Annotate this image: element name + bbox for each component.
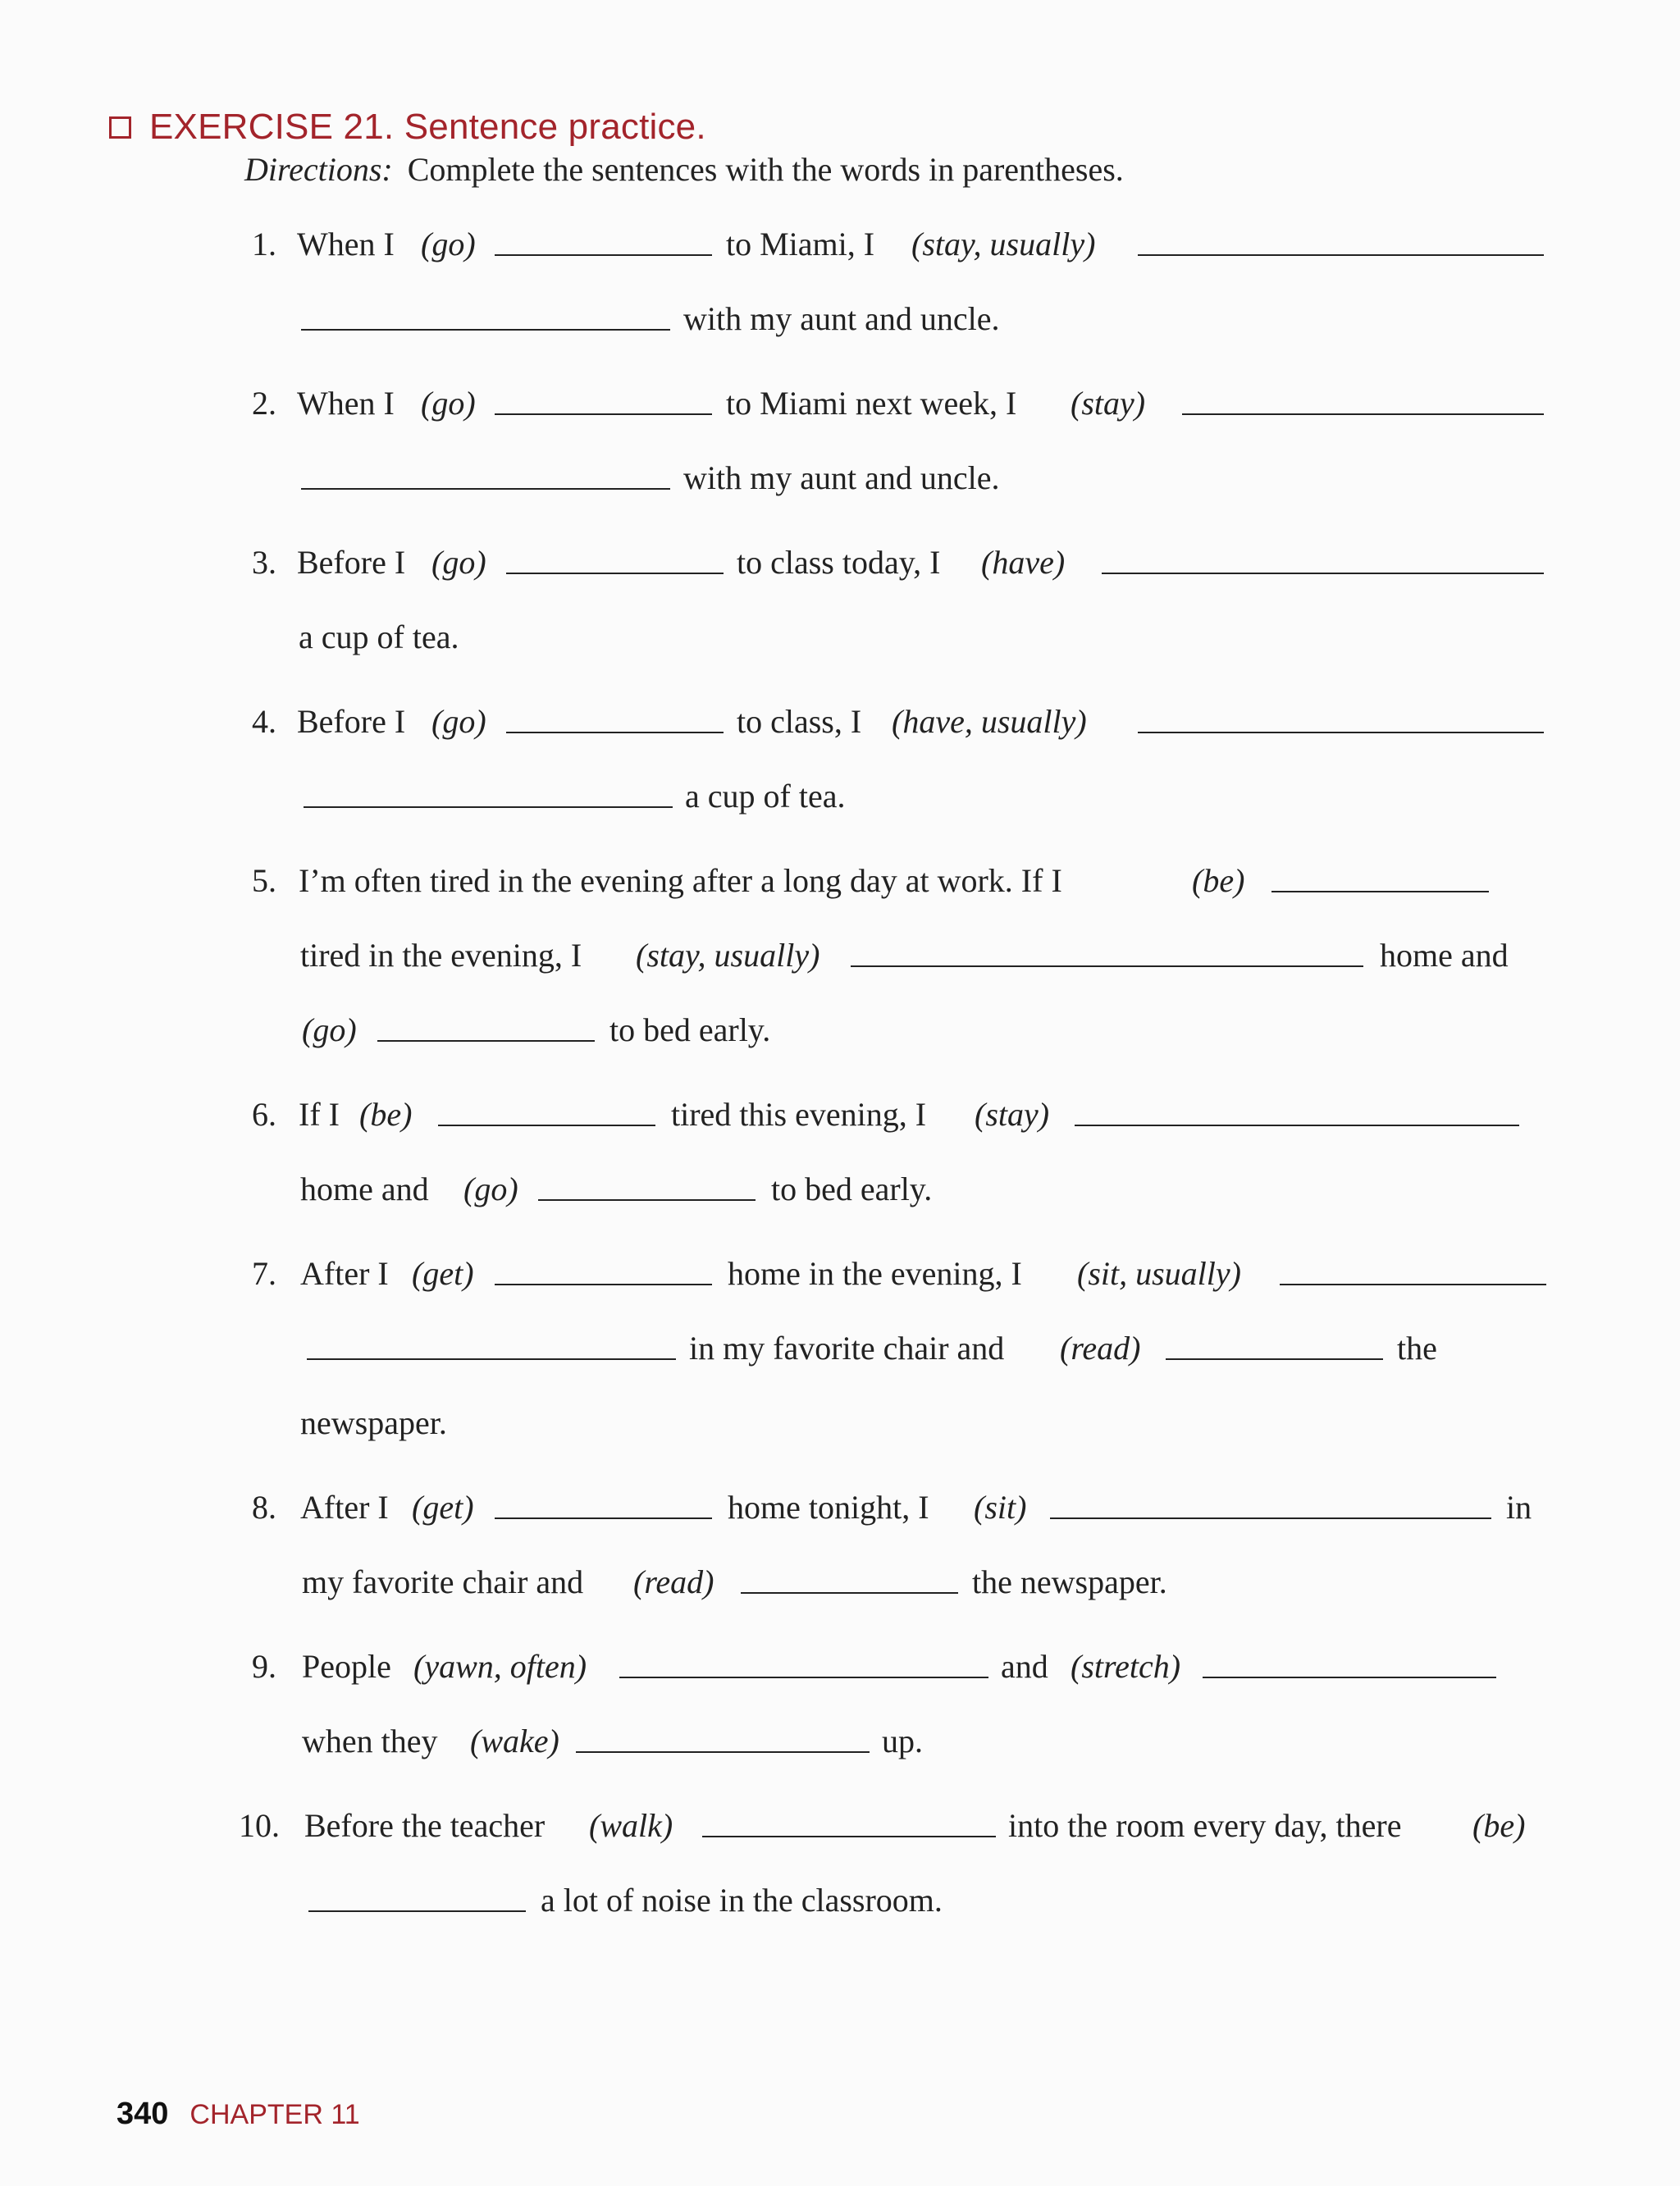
sentence-text: the newspaper.	[972, 1563, 1167, 1600]
verb-cue: (yawn, often)	[413, 1648, 587, 1685]
sentence-text: Before I	[297, 703, 406, 740]
item-8-line-2	[0, 1561, 1680, 1604]
answer-blank[interactable]	[538, 1199, 756, 1201]
verb-cue: (be)	[1472, 1807, 1526, 1844]
item-number: 8.	[252, 1489, 276, 1526]
item-number: 10.	[239, 1807, 280, 1844]
item-number: 9.	[252, 1648, 276, 1685]
sentence-text: my favorite chair and	[302, 1563, 584, 1600]
answer-blank[interactable]	[308, 1910, 526, 1912]
item-number: 3.	[252, 544, 276, 581]
sentence-text: to Miami, I	[726, 226, 875, 262]
answer-blank[interactable]	[702, 1836, 996, 1837]
item-6-line-1	[0, 1093, 1680, 1136]
directions	[244, 150, 1124, 189]
sentence-text: Before the teacher	[304, 1807, 546, 1844]
answer-blank[interactable]	[1280, 1284, 1546, 1285]
verb-cue: (sit, usually)	[1077, 1255, 1241, 1292]
item-6-line-2	[0, 1168, 1680, 1211]
sentence-text: and	[1001, 1648, 1048, 1685]
answer-blank[interactable]	[1050, 1517, 1491, 1519]
sentence-text: home in the evening, I	[728, 1255, 1022, 1292]
item-4-line-2	[0, 775, 1680, 818]
verb-cue: (stay, usually)	[911, 226, 1096, 262]
item-1-line-1	[0, 223, 1680, 266]
item-7-line-3	[0, 1402, 1680, 1444]
item-9-line-2	[0, 1720, 1680, 1763]
item-3-line-1	[0, 541, 1680, 584]
sentence-text: to class today, I	[737, 544, 941, 581]
answer-blank[interactable]	[301, 488, 670, 490]
answer-blank[interactable]	[495, 413, 712, 415]
page-footer	[116, 2097, 360, 2138]
verb-cue: (go)	[431, 703, 486, 740]
sentence-text: with my aunt and uncle.	[683, 300, 1000, 337]
verb-cue: (stay)	[1071, 385, 1146, 422]
answer-blank[interactable]	[1203, 1677, 1496, 1678]
verb-cue: (have, usually)	[892, 703, 1087, 740]
sentence-text: when they	[302, 1723, 438, 1759]
answer-blank[interactable]	[1075, 1125, 1519, 1126]
answer-blank[interactable]	[495, 1284, 712, 1285]
item-10-line-2	[0, 1879, 1680, 1922]
exercise-header	[109, 105, 706, 149]
answer-blank[interactable]	[1102, 573, 1544, 574]
item-number: 5.	[252, 862, 276, 899]
sentence-text: newspaper.	[300, 1404, 447, 1441]
verb-cue: (go)	[421, 385, 476, 422]
sentence-text: into the room every day, there	[1008, 1807, 1402, 1844]
sentence-text: tired in the evening, I	[300, 937, 582, 974]
sentence-text: After I	[300, 1255, 389, 1292]
verb-cue: (go)	[421, 226, 476, 262]
sentence-text: up.	[882, 1723, 923, 1759]
item-10-line-1	[0, 1805, 1680, 1847]
answer-blank[interactable]	[307, 1358, 676, 1360]
item-number: 4.	[252, 703, 276, 740]
sentence-text: in my favorite chair and	[689, 1330, 1005, 1367]
chapter-label: CHAPTER 11	[189, 2099, 360, 2130]
answer-blank[interactable]	[377, 1040, 595, 1042]
verb-cue: (walk)	[589, 1807, 673, 1844]
sentence-text: If I	[299, 1096, 340, 1133]
directions-label: Directions:	[244, 151, 393, 188]
sentence-text: the	[1397, 1330, 1437, 1367]
page-number: 340	[116, 2097, 169, 2131]
answer-blank[interactable]	[1166, 1358, 1383, 1360]
answer-blank[interactable]	[304, 806, 673, 808]
answer-blank[interactable]	[438, 1125, 655, 1126]
sentence-text: home and	[300, 1171, 429, 1207]
sentence-text: to bed early.	[771, 1171, 933, 1207]
item-4-line-1	[0, 701, 1680, 743]
verb-cue: (stay, usually)	[636, 937, 820, 974]
verb-cue: (have)	[981, 544, 1066, 581]
verb-cue: (read)	[633, 1563, 714, 1600]
answer-blank[interactable]	[506, 573, 724, 574]
sentence-text: in	[1506, 1489, 1532, 1526]
verb-cue: (go)	[463, 1171, 518, 1207]
exercise-title: EXERCISE 21. Sentence practice.	[149, 107, 706, 147]
item-2-line-1	[0, 382, 1680, 425]
verb-cue: (stretch)	[1071, 1648, 1181, 1685]
item-5-line-1	[0, 860, 1680, 902]
directions-text: Complete the sentences with the words in parentheses.	[407, 151, 1124, 188]
verb-cue: (go)	[302, 1011, 357, 1048]
answer-blank[interactable]	[495, 254, 712, 256]
item-5-line-3	[0, 1009, 1680, 1052]
answer-blank[interactable]	[1182, 413, 1544, 415]
item-1-line-2	[0, 298, 1680, 340]
sentence-text: to Miami next week, I	[726, 385, 1017, 422]
sentence-text: After I	[300, 1489, 389, 1526]
verb-cue: (be)	[359, 1096, 413, 1133]
item-number: 2.	[252, 385, 276, 422]
sentence-text: home tonight, I	[728, 1489, 929, 1526]
sentence-text: a cup of tea.	[299, 618, 459, 655]
item-3-line-2	[0, 616, 1680, 659]
sentence-text: to bed early.	[609, 1011, 771, 1048]
sentence-text: a lot of noise in the classroom.	[541, 1882, 943, 1919]
answer-blank[interactable]	[851, 965, 1363, 967]
answer-blank[interactable]	[301, 329, 670, 331]
sentence-text: People	[302, 1648, 391, 1685]
item-7-line-1	[0, 1253, 1680, 1295]
answer-blank[interactable]	[619, 1677, 988, 1678]
answer-blank[interactable]	[1271, 891, 1489, 892]
sentence-text: When I	[297, 385, 395, 422]
verb-cue: (go)	[431, 544, 486, 581]
verb-cue: (stay)	[975, 1096, 1050, 1133]
verb-cue: (sit)	[974, 1489, 1027, 1526]
item-number: 7.	[252, 1255, 276, 1292]
item-number: 1.	[252, 226, 276, 262]
item-7-line-2	[0, 1327, 1680, 1370]
sentence-text: to class, I	[737, 703, 862, 740]
sentence-text: I’m often tired in the evening after a long day at work. If I	[299, 862, 1062, 899]
answer-blank[interactable]	[576, 1751, 870, 1753]
verb-cue: (be)	[1192, 862, 1245, 899]
item-9-line-1	[0, 1645, 1680, 1688]
answer-blank[interactable]	[1138, 732, 1544, 733]
item-number: 6.	[252, 1096, 276, 1133]
verb-cue: (get)	[412, 1255, 474, 1292]
sentence-text: a cup of tea.	[685, 778, 846, 815]
answer-blank[interactable]	[495, 1517, 712, 1519]
verb-cue: (wake)	[470, 1723, 559, 1759]
answer-blank[interactable]	[1138, 254, 1544, 256]
sentence-text: When I	[297, 226, 395, 262]
item-8-line-1	[0, 1486, 1680, 1529]
sentence-text: tired this evening, I	[671, 1096, 927, 1133]
sentence-text: with my aunt and uncle.	[683, 459, 1000, 496]
item-5-line-2	[0, 934, 1680, 977]
answer-blank[interactable]	[506, 732, 724, 733]
verb-cue: (get)	[412, 1489, 474, 1526]
checkbox-icon[interactable]	[109, 116, 131, 139]
item-2-line-2	[0, 457, 1680, 500]
verb-cue: (read)	[1060, 1330, 1141, 1367]
sentence-text: home and	[1380, 937, 1509, 974]
answer-blank[interactable]	[741, 1592, 958, 1594]
sentence-text: Before I	[297, 544, 406, 581]
